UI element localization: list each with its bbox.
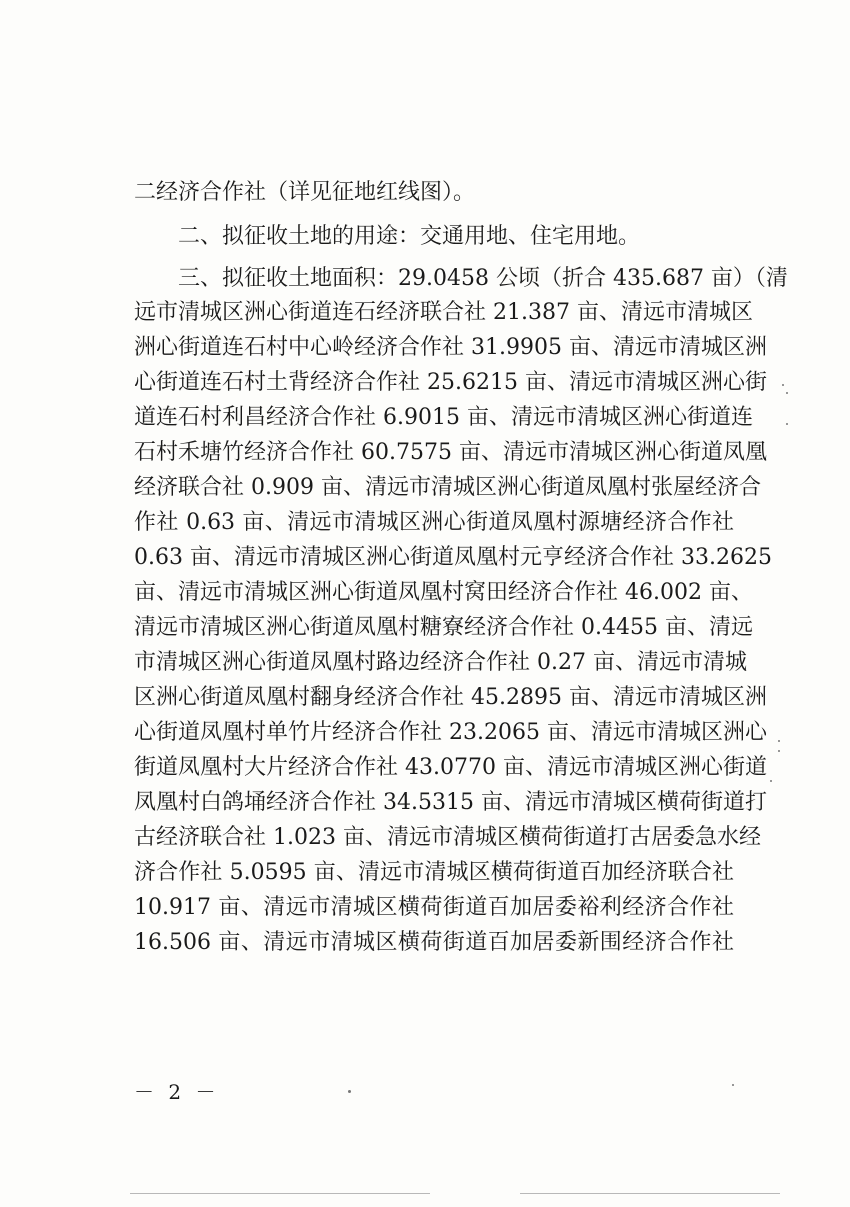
body-line-10: 作社 0.63 亩、清远市清城区洲心街道凤凰村源塘经济合作社: [134, 510, 734, 535]
body-line-14: 市清城区洲心街道凤凰村路边经济合作社 0.27 亩、清远市清城: [134, 650, 747, 675]
body-line-20: 济合作社 5.0595 亩、清远市清城区横荷街道百加经济联合社: [134, 860, 734, 885]
body-line-5: 洲心街道连石村中心岭经济合作社 31.9905 亩、清远市清城区洲: [134, 335, 767, 360]
body-line-8: 石村禾塘竹经济合作社 60.7575 亩、清远市清城区洲心街道凤凰: [134, 440, 767, 465]
body-line-15: 区洲心街道凤凰村翻身经济合作社 45.2895 亩、清远市清城区洲: [134, 685, 767, 710]
body-line-11: 0.63 亩、清远市清城区洲心街道凤凰村元亨经济合作社 33.2625: [134, 545, 772, 570]
body-line-17: 街道凤凰村大片经济合作社 43.0770 亩、清远市清城区洲心街道: [134, 755, 767, 780]
scan-speck: [770, 780, 772, 782]
scan-speck: [786, 392, 788, 394]
scan-speck: [778, 740, 780, 742]
body-line-21: 10.917 亩、清远市清城区横荷街道百加居委裕利经济合作社: [134, 895, 734, 920]
body-line-4: 远市清城区洲心街道连石经济联合社 21.387 亩、清远市清城区: [134, 300, 753, 325]
section-heading-2: 二、拟征收土地的用途：交通用地、住宅用地。: [178, 224, 641, 249]
body-line-18: 凤凰村白鸽埇经济合作社 34.5315 亩、清远市清城区横荷街道打: [134, 790, 767, 815]
body-line-19: 古经济联合社 1.023 亩、清远市清城区横荷街道打古居委急水经: [134, 825, 761, 850]
body-line-22: 16.506 亩、清远市清城区横荷街道百加居委新围经济合作社: [134, 930, 734, 955]
page-number: － 2 －: [134, 1080, 220, 1104]
scan-edge-line: [520, 1193, 780, 1194]
section-heading-3: 三、拟征收土地面积：29.0458 公顷（折合 435.687 亩）（清: [178, 266, 788, 291]
scan-speck: [348, 1090, 351, 1093]
body-line-13: 清远市清城区洲心街道凤凰村糖寮经济合作社 0.4455 亩、清远: [134, 615, 753, 640]
scan-speck: [778, 750, 780, 752]
body-line-12: 亩、清远市清城区洲心街道凤凰村窝田经济合作社 46.002 亩、: [134, 580, 753, 605]
scan-speck: [782, 384, 784, 386]
scan-speck: [732, 1084, 734, 1086]
scan-speck: [786, 423, 788, 425]
scan-edge-line: [130, 1193, 430, 1194]
body-line-16: 心街道凤凰村单竹片经济合作社 23.2065 亩、清远市清城区洲心: [134, 720, 767, 745]
body-line-7: 道连石村利昌经济合作社 6.9015 亩、清远市清城区洲心街道连: [134, 405, 753, 430]
body-line-9: 经济联合社 0.909 亩、清远市清城区洲心街道凤凰村张屋经济合: [134, 475, 761, 500]
body-line-6: 心街道连石村土背经济合作社 25.6215 亩、清远市清城区洲心街: [134, 370, 767, 395]
body-line-1: 二经济合作社（详见征地红线图）。: [134, 180, 476, 205]
